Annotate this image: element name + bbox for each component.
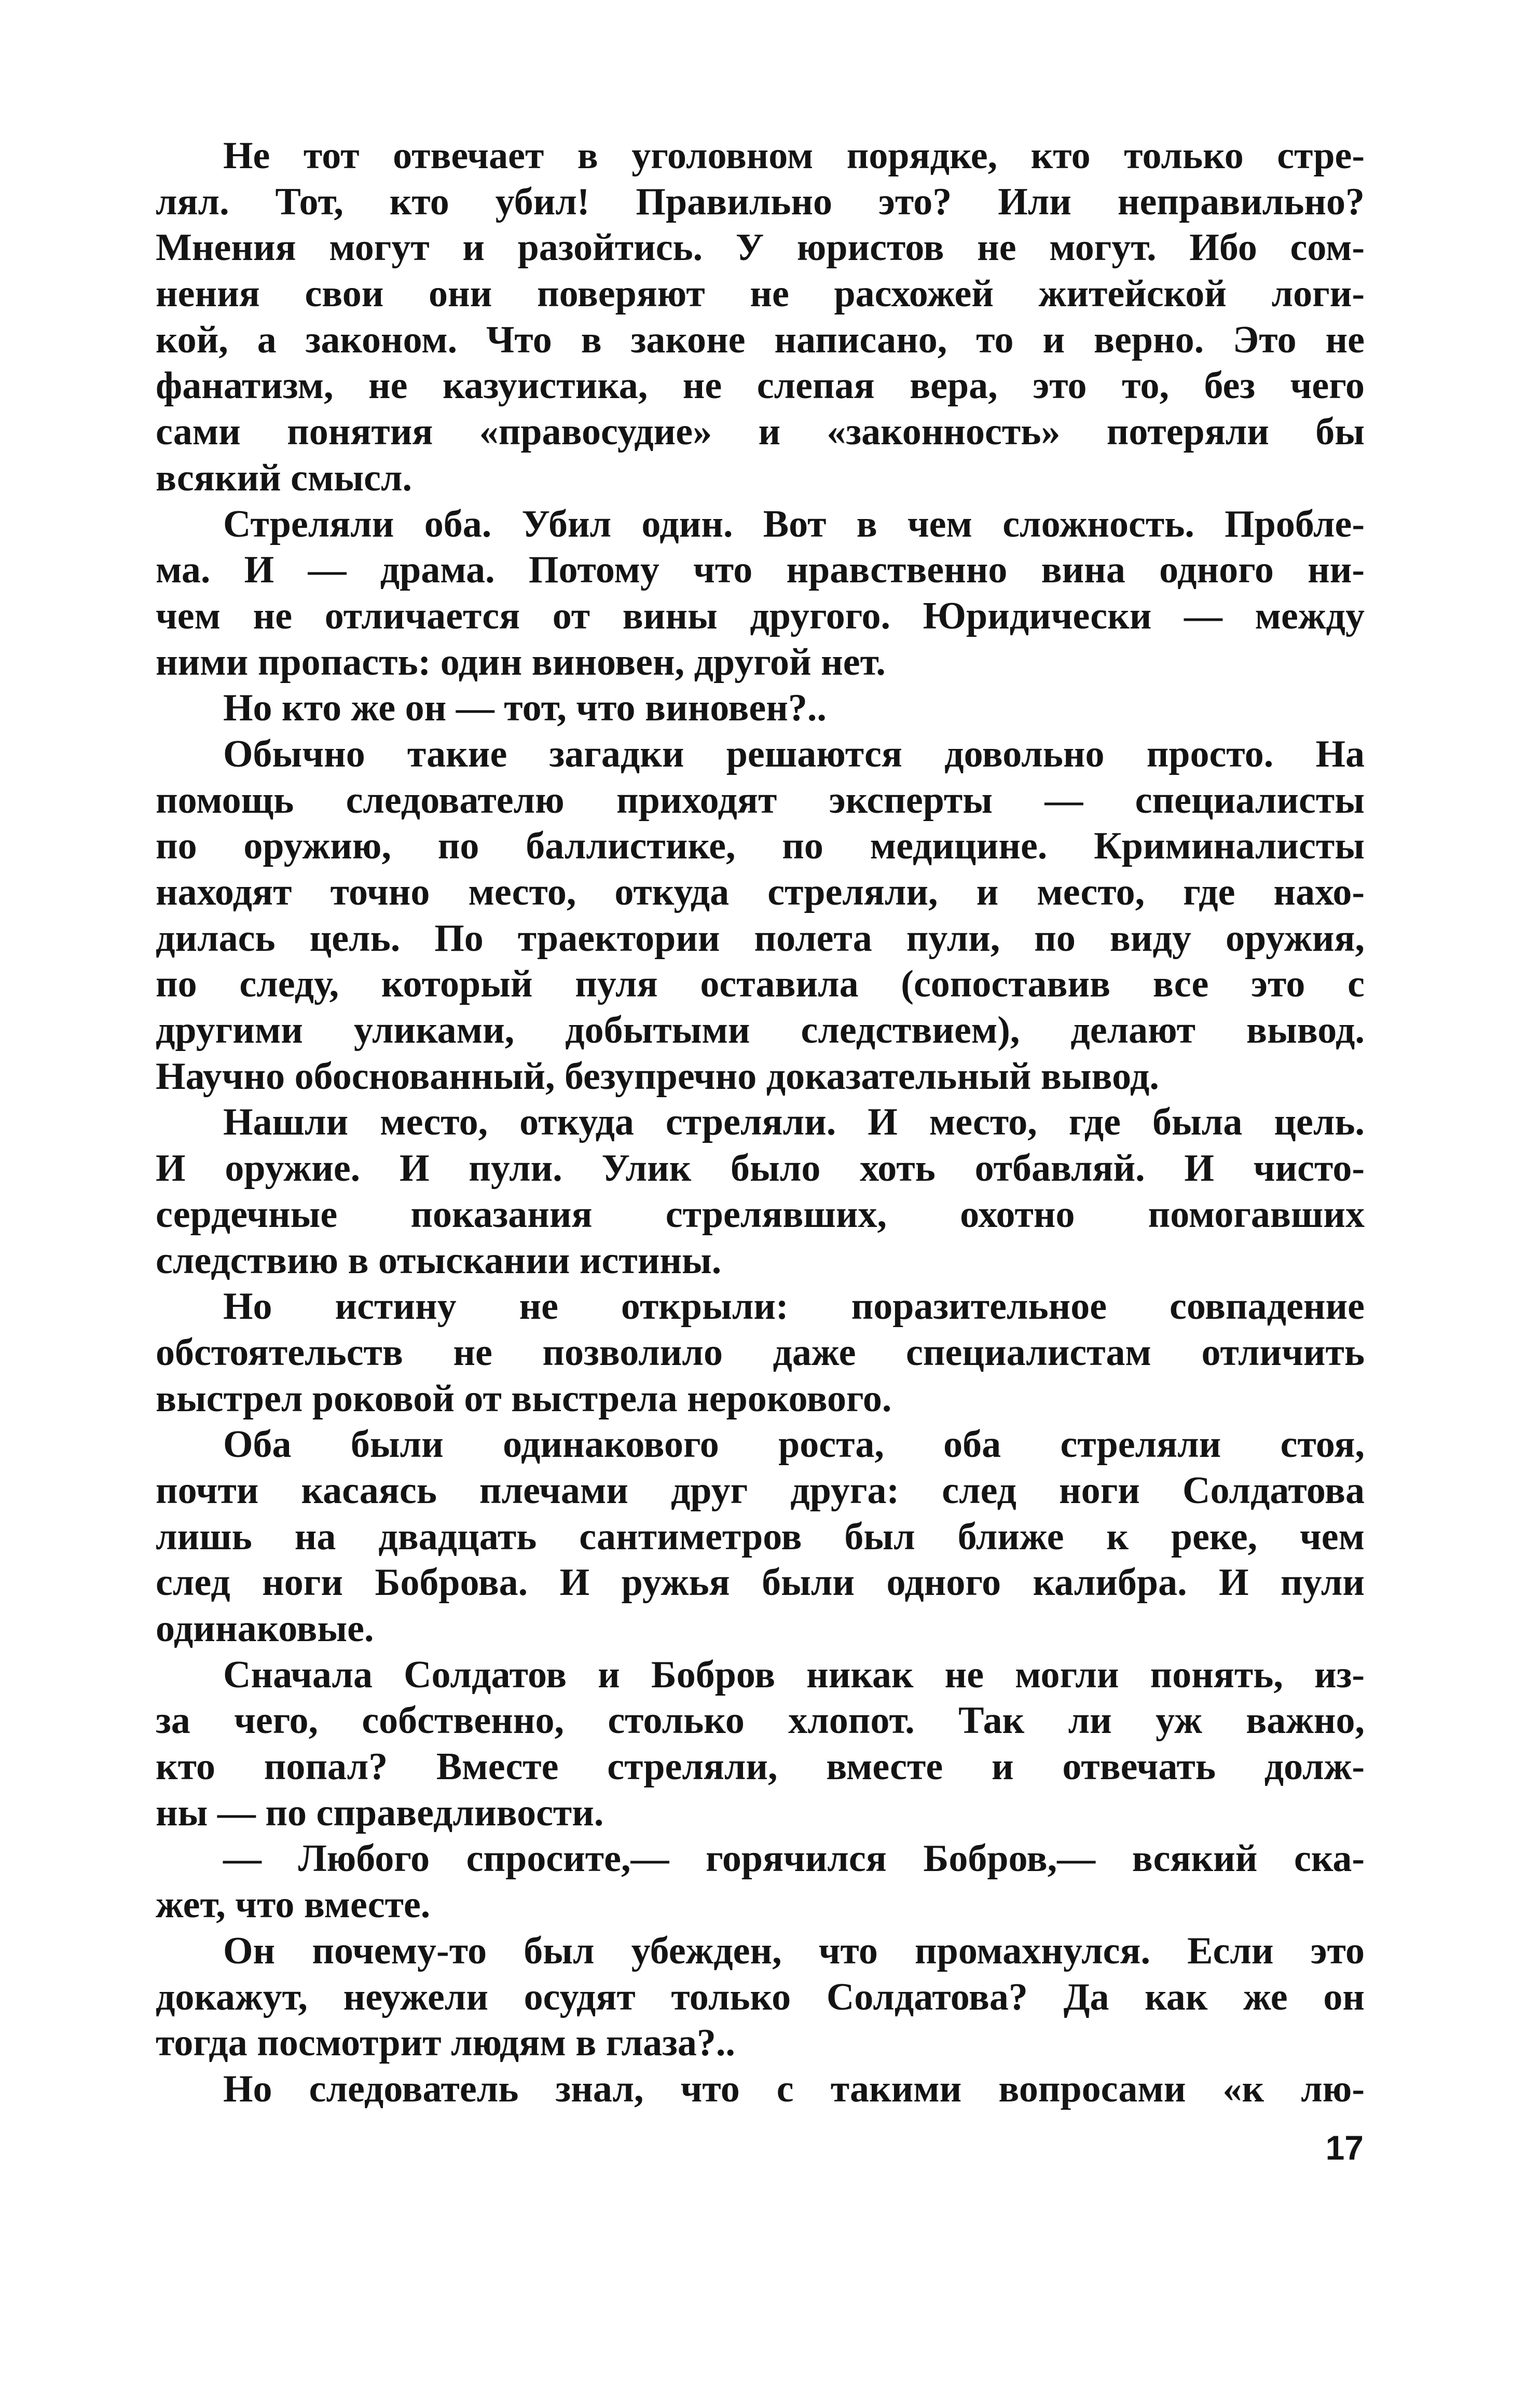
text-line: тогда посмотрит людям в глаза?..	[156, 2022, 735, 2065]
paragraph	[156, 1422, 1365, 1651]
text-line: Сначала Солдатов и Бобров никак не могли понять, из-	[223, 1653, 1365, 1696]
text-line: помощь следователю приходят эксперты — специалисты	[156, 779, 1365, 822]
text-line: следствию в отыскании истины.	[156, 1239, 722, 1282]
text-line: дилась цель. По траектории полета пули, по виду оружия,	[156, 917, 1365, 960]
text-line: ними пропасть: один виновен, другой нет.	[156, 640, 886, 684]
paragraph	[156, 1836, 1365, 1928]
text-line: выстрел роковой от выстрела нерокового.	[156, 1377, 892, 1420]
text-line: чем не отличается от вины другого. Юридически — между	[156, 594, 1365, 637]
text-line: Оба были одинакового роста, оба стреляли стоя,	[223, 1423, 1365, 1466]
text-line: одинаковые.	[156, 1607, 374, 1650]
paragraph	[156, 1099, 1365, 1284]
paragraph	[156, 731, 1365, 1100]
text-line: след ноги Боброва. И ружья были одного калибра. И пули	[156, 1561, 1365, 1604]
text-line: сами понятия «правосудие» и «законность» потеряли бы	[156, 411, 1365, 454]
text-line: Он почему-то был убежден, что промахнулся. Если это	[223, 1929, 1365, 1972]
text-line: Но истину не открыли: поразительное совпадение	[223, 1285, 1365, 1328]
text-line: по следу, который пуля оставила (сопоставив все это с	[156, 963, 1365, 1006]
paragraph	[156, 133, 1365, 501]
text-line: И оружие. И пули. Улик было хоть отбавляй. И чисто-	[156, 1147, 1365, 1190]
text-line: ма. И — драма. Потому что нравственно вина одного ни-	[156, 549, 1365, 592]
text-line: кто попал? Вместе стреляли, вместе и отвечать долж-	[156, 1745, 1365, 1789]
text-line: находят точно место, откуда стреляли, и место, где нахо-	[156, 871, 1365, 913]
text-line: лишь на двадцать сантиметров был ближе к реке, чем	[156, 1515, 1365, 1558]
text-line: Не тот отвечает в уголовном порядке, кто только стре-	[223, 134, 1365, 177]
text-line: Но кто же он — тот, что виновен?..	[223, 687, 827, 730]
text-line: Но следователь знал, что с такими вопросами «к лю-	[223, 2067, 1365, 2110]
text-line: ны — по справедливости.	[156, 1791, 604, 1834]
text-line: Нашли место, откуда стреляли. И место, где была цель.	[223, 1101, 1365, 1144]
text-line: по оружию, по баллистике, по медицине. Криминалисты	[156, 825, 1365, 868]
text-line: кой, а законом. Что в законе написано, то и верно. Это не	[156, 318, 1365, 361]
paragraph	[156, 1652, 1365, 1836]
text-line: Обычно такие загадки решаются довольно просто. На	[223, 732, 1365, 775]
paragraph	[156, 1284, 1365, 1422]
text-line: Научно обоснованный, безупречно доказательный вывод.	[156, 1055, 1159, 1098]
text-line: Мнения могут и разойтись. У юристов не могут. Ибо сом-	[156, 226, 1365, 269]
text-line: почти касаясь плечами друг друга: след ноги Солдатова	[156, 1469, 1365, 1512]
text-line: фанатизм, не казуистика, не слепая вера, это то, без чего	[156, 364, 1365, 407]
paragraph	[156, 1928, 1365, 2066]
paragraph	[156, 2066, 1365, 2112]
text-line: другими уликами, добытыми следствием), делают вывод.	[156, 1009, 1365, 1052]
text-line: нения свои они поверяют не расхожей житейской логи-	[156, 272, 1365, 316]
text-line: — Любого спросите,— горячился Бобров,— всякий ска-	[223, 1837, 1365, 1880]
paragraph	[156, 501, 1365, 686]
text-line: жет, что вместе.	[156, 1883, 431, 1927]
body-text	[156, 133, 1365, 2112]
text-line: за чего, собственно, столько хлопот. Так ли уж важно,	[156, 1699, 1365, 1742]
text-line: всякий смысл.	[156, 456, 412, 499]
text-line: сердечные показания стрелявших, охотно помогавших	[156, 1193, 1365, 1236]
text-line: лял. Тот, кто убил! Правильно это? Или неправильно?	[156, 180, 1365, 223]
text-line: Стреляли оба. Убил один. Вот в чем сложность. Пробле-	[223, 502, 1365, 545]
page-number: 17	[1325, 2128, 1364, 2167]
text-line: докажут, неужели осудят только Солдатова? Да как же он	[156, 1975, 1365, 2018]
text-line: обстоятельств не позволило даже специалистам отличить	[156, 1331, 1365, 1374]
paragraph	[156, 685, 1365, 731]
